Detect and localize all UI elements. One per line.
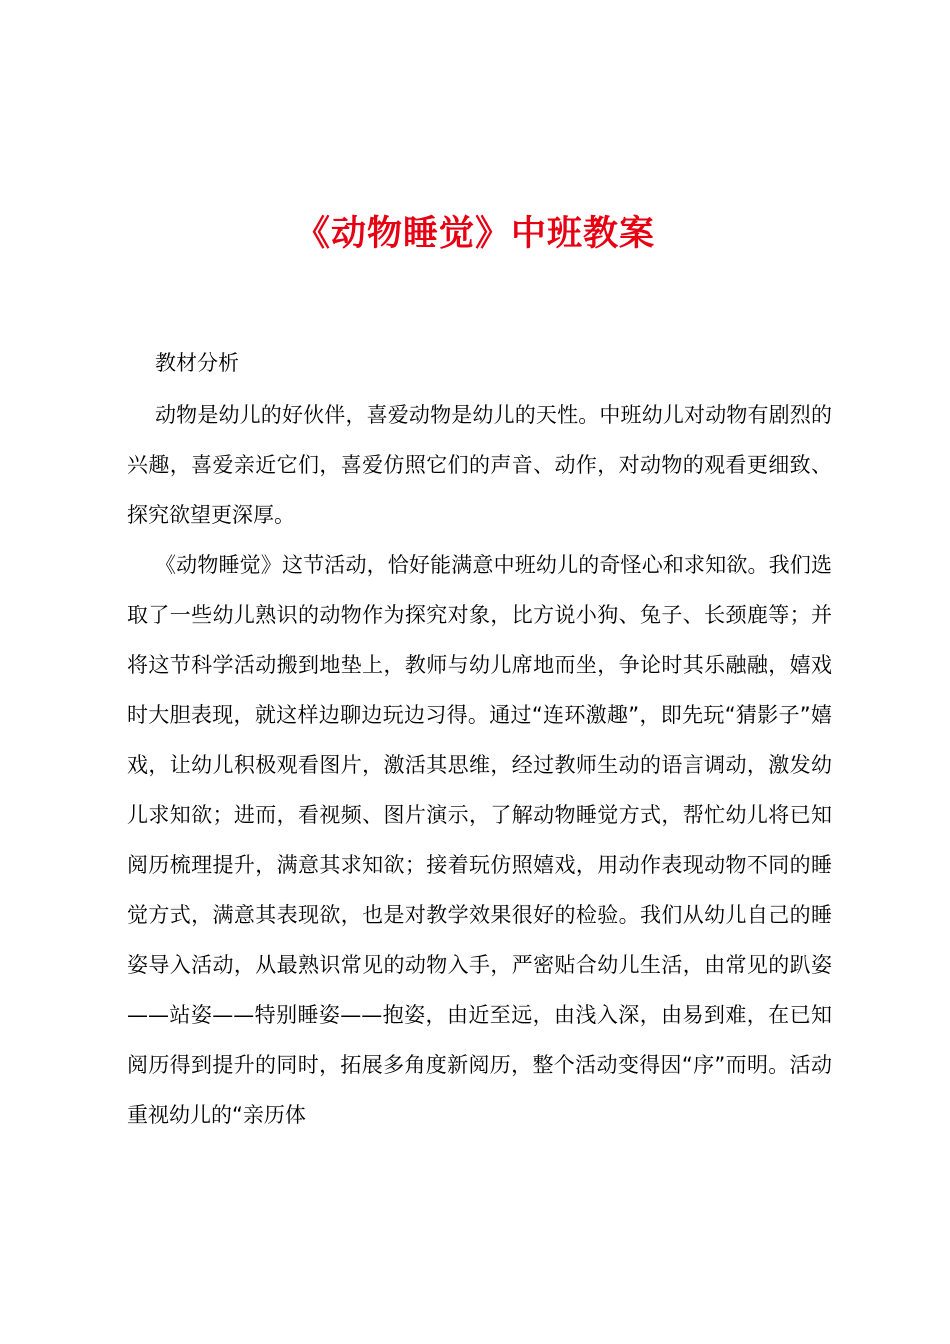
section-heading: 教材分析 — [155, 351, 239, 375]
document-title: 《动物睡觉》中班教案 — [294, 213, 655, 254]
body-paragraph-2: 《动物睡觉》这节活动，恰好能满意中班幼儿的奇怪心和求知欲。我们选取了一些幼儿熟识的动物作为探究对象，比方说小狗、兔子、长颈鹿等；并将这节科学活动搬到地垫上，教师与幼儿席地而坐，争论时其乐融融，嬉戏时大胆表现，就这样边聊边玩边习得。通过“连环激趣”，即先玩“猜影子”嬉戏，让幼儿积极观看图片，激活其思维，经过教师生动的语言调动，激发幼儿求知欲；进而，看视频、图片演示，了解动物睡觉方式，帮忙幼儿将已知阅历梳理提升，满意其求知欲；接着玩仿照嬉戏，用动作表现动物不同的睡觉方式，满意其表现欲，也是对教学效果很好的检验。我们从幼儿自己的睡姿导入活动，从最熟识常见的动物入手，严密贴合幼儿生活，由常见的趴姿——站姿——特别睡姿——抱姿，由近至远，由浅入深，由易到难，在已知阅历得到提升的同时，拓展多角度新阅历，整个活动变得因“序”而明。活动重视幼儿的“亲历体 — [127, 553, 832, 1127]
body-paragraph-1: 动物是幼儿的好伙伴，喜爱动物是幼儿的天性。中班幼儿对动物有剧烈的兴趣，喜爱亲近它们，喜爱仿照它们的声音、动作，对动物的观看更细致、探究欲望更深厚。 — [127, 403, 832, 527]
